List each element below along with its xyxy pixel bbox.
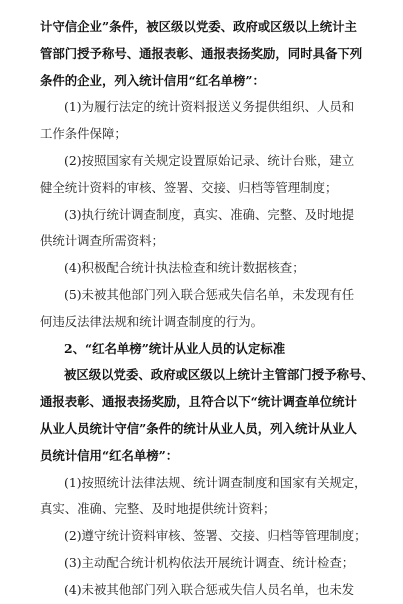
text-line: (3)主动配合统计机构依法开展统计调查、统计检查； bbox=[64, 554, 355, 570]
document-body bbox=[0, 14, 403, 604]
text-line: (2)按照国家有关规定设置原始记录、统计台账，建立 bbox=[64, 152, 355, 168]
text-line: 供统计调查所需资料； bbox=[40, 233, 164, 249]
text-line: 管部门授予称号、通报表彰、通报表扬奖励，同时具备下列 bbox=[40, 45, 363, 61]
text-line: (1)为履行法定的统计资料报送义务提供组织、人员和 bbox=[64, 99, 355, 115]
text-line: 从业人员统计守信”条件的统计从业人员，列入统计从业人 bbox=[40, 420, 357, 436]
text-line: 2、“红名单榜”统计从业人员的认定标准 bbox=[64, 340, 286, 356]
text-line: (1)按照统计法律法规、统计调查制度和国家有关规定， bbox=[64, 474, 367, 490]
text-line: 被区级以党委、政府或区级以上统计主管部门授予称号、 bbox=[64, 367, 374, 383]
text-line: 计守信企业”条件，被区级以党委、政府或区级以上统计主 bbox=[40, 19, 357, 34]
text-line: 何违反法律法规和统计调查制度的行为。 bbox=[40, 313, 264, 329]
text-line: 员统计信用“红名单榜”： bbox=[40, 447, 179, 463]
text-line: (5)未被其他部门列入联合惩戒失信名单，未发现有任 bbox=[64, 286, 355, 302]
text-line: 真实、准确、完整、及时地提供统计资料； bbox=[40, 501, 276, 517]
text-line: 工作条件保障； bbox=[40, 126, 127, 142]
text-line: (3)执行统计调查制度，真实、准确、完整、及时地提 bbox=[64, 206, 355, 222]
text-line: (4)未被其他部门列入联合惩戒失信人员名单，也未发 bbox=[64, 581, 355, 597]
text-line: 通报表彰、通报表扬奖励，且符合以下“统计调查单位统计 bbox=[40, 394, 357, 410]
text-line: 健全统计资料的审核、签署、交接、归档等管理制度； bbox=[40, 179, 338, 195]
text-line: (2)遵守统计资料审核、签署、交接、归档等管理制度； bbox=[64, 528, 367, 544]
text-line: (4)积极配合统计执法检查和统计数据核查； bbox=[64, 260, 305, 276]
text-line: 条件的企业，列入统计信用“红名单榜”： bbox=[40, 72, 265, 88]
